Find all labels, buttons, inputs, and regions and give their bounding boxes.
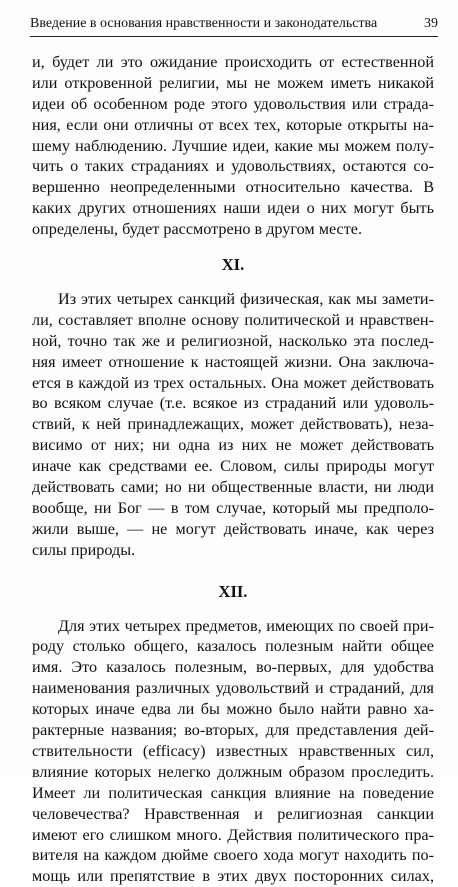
text-line: во всяком случае (т.е. всякое из страданий или удоволь- [32,394,434,413]
text-line: мощь или препятствие в этих двух посторонних силах, [32,867,434,886]
text-line: идеи об особенном роде этого удовольствия или страда- [32,94,434,113]
text-line: имя. Это казалось полезным, во-первых, для удобства [32,658,434,677]
text-line: ется в каждой из трех остальных. Она может действовать [32,373,434,392]
text-line: роду столько общего, казалось полезным найти общее [32,637,434,656]
section-heading-xii: XII. [218,581,248,601]
text-line: иначе как средствами ее. Словом, силы природы могут [32,457,434,476]
text-line: вителя на каждом дюйме своего хода могут находить по- [32,846,434,865]
text-line: влияние которых нелегко должным образом проследить. [32,762,434,781]
text-line: чить о таких страданиях и удовольствиях, остаются со- [32,157,434,176]
text-line: рактерные названия; во-вторых, для представления дей- [32,721,434,740]
text-line: имеют его слишком много. Действия политического пра- [32,825,434,844]
page-number: 39 [424,16,438,31]
text-line: Из этих четырех санкций физическая, как мы замети- [58,290,434,309]
running-title: Введение в основания нравственности и законодательства [30,16,378,31]
text-line: определены, будет рассмотрено в другом месте. [32,220,363,239]
text-line: ствительности (efficacy) известных нравственных сил, [32,741,434,760]
text-line: ли, составляет вполне основу политической и нравствен- [32,310,434,329]
text-line: жили выше, — не могут действовать иначе, как через [32,519,434,538]
text-line: действовать сами; но ни общественные власти, ни люди [32,478,434,497]
text-line: вообще, ни Бог — в том случае, который мы предполо- [32,498,434,517]
text-line: ствий, к ней принадлежащих, может действовать), неза- [32,415,434,434]
text-line: Для этих четырех предметов, имеющих по своей при- [58,616,434,635]
text-line: вершенно неопределенными относительно качества. В [32,178,434,197]
text-line: висимо от них; ни одна из них не может действовать [32,436,434,455]
text-line: и, будет ли это ожидание происходить от естественной [32,53,434,71]
page-body [32,52,434,887]
paragraph-continuation [32,52,434,240]
text-line: Имеет ли политическая санкция влияние на поведение [32,783,434,802]
text-line: силы природы. [32,540,136,559]
paragraph-section-xi [32,289,434,561]
text-line: которых иначе едва ли бы можно было найти равно ха- [32,700,434,719]
text-line: наименования различных удовольствий и страданий, для [32,679,434,698]
text-line: ния, если они отличны от всех тех, которые открыты на- [32,115,434,134]
text-line: каких других отношениях наши идеи о них могут быть [32,199,434,218]
text-line: человечества? Нравственная и религиозная санкции [32,804,434,823]
text-line: няя имеет отношение к настоящей жизни. Она заключа- [32,352,434,371]
text-line: шему наблюдению. Лучшие идеи, какие мы можем полу- [32,136,434,155]
section-heading-xi: XI. [221,255,245,275]
paragraph-section-xii [32,616,434,887]
text-line: или откровенной религии, мы не можем иметь никакой [32,73,434,92]
text-line: ной, точно так же и религиозной, насколько эта послед- [32,331,434,350]
running-header [30,14,438,37]
